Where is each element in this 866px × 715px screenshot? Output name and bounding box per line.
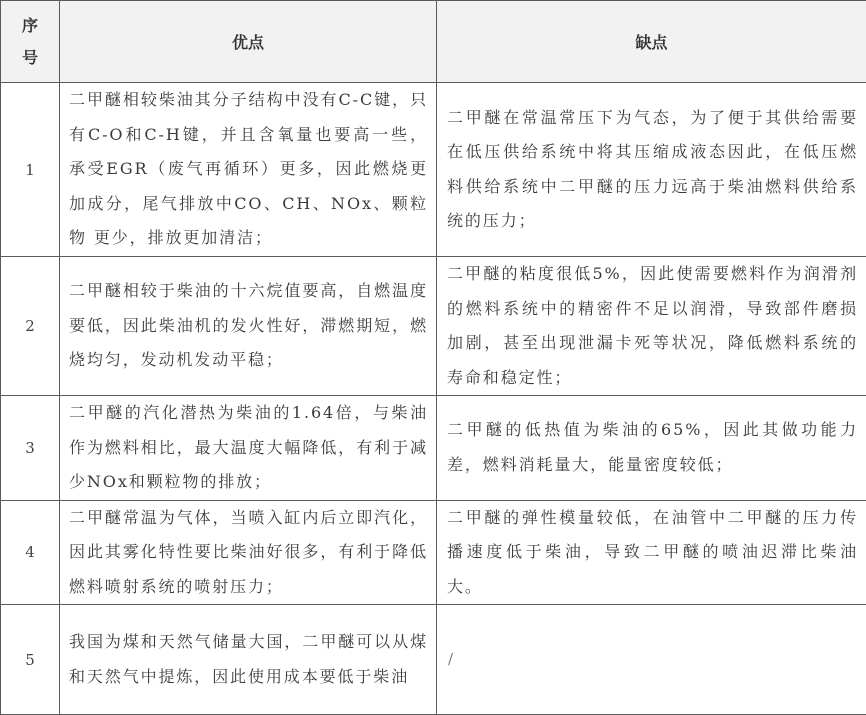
column-header-number-line1: 序 [1,10,59,42]
row-number: 4 [1,500,60,605]
table-body [1,83,866,715]
row-number: 5 [1,605,60,715]
column-header-pros: 优点 [60,1,437,83]
table-row [1,257,866,396]
row-number: 1 [1,83,60,257]
pros-cell: 我国为煤和天然气储量大国，二甲醚可以从煤和天然气中提炼，因此使用成本要低于柴油 [60,605,437,715]
header-row [1,1,866,83]
cons-cell: 二甲醚的粘度很低5%，因此使需要燃料作为润滑剂的燃料系统中的精密件不足以润滑，导致部件磨损加剧，甚至出现泄漏卡死等状况，降低燃料系统的寿命和稳定性； [437,257,866,396]
column-header-cons: 缺点 [437,1,866,83]
cons-cell: 二甲醚的弹性模量较低，在油管中二甲醚的压力传播速度低于柴油，导致二甲醚的喷油迟滞比柴油大。 [437,500,866,605]
table-row [1,396,866,501]
cons-cell: 二甲醚在常温常压下为气态，为了便于其供给需要在低压供给系统中将其压缩成液态因此，在低压燃料供给系统中二甲醚的压力远高于柴油燃料供给系统的压力； [437,83,866,257]
pros-cell: 二甲醚的汽化潜热为柴油的1.64倍，与柴油作为燃料相比，最大温度大幅降低，有利于减少NOx和颗粒物的排放； [60,396,437,501]
cons-cell [437,605,866,715]
row-number: 2 [1,257,60,396]
empty-cell-slash: / [447,650,455,668]
table-row [1,83,866,257]
column-header-number-line2: 号 [1,42,59,74]
pros-cell: 二甲醚相较柴油其分子结构中没有C-C键，只有C-O和C-H键，并且含氧量也要高一些，承受EGR（废气再循环）更多，因此燃烧更加成分，尾气排放中CO、CH、NOx、颗粒物 更少，排放更加清洁； [60,83,437,257]
table-header [1,1,866,83]
pros-cell: 二甲醚相较于柴油的十六烷值要高，自燃温度要低，因此柴油机的发火性好，滞燃期短，燃烧均匀，发动机发动平稳； [60,257,437,396]
column-header-number [1,1,60,83]
cons-cell: 二甲醚的低热值为柴油的65%，因此其做功能力差，燃料消耗量大，能量密度较低； [437,396,866,501]
table-row [1,500,866,605]
pros-cell: 二甲醚常温为气体，当喷入缸内后立即汽化，因此其雾化特性要比柴油好很多，有利于降低燃料喷射系统的喷射压力； [60,500,437,605]
row-number: 3 [1,396,60,501]
table-row [1,605,866,715]
